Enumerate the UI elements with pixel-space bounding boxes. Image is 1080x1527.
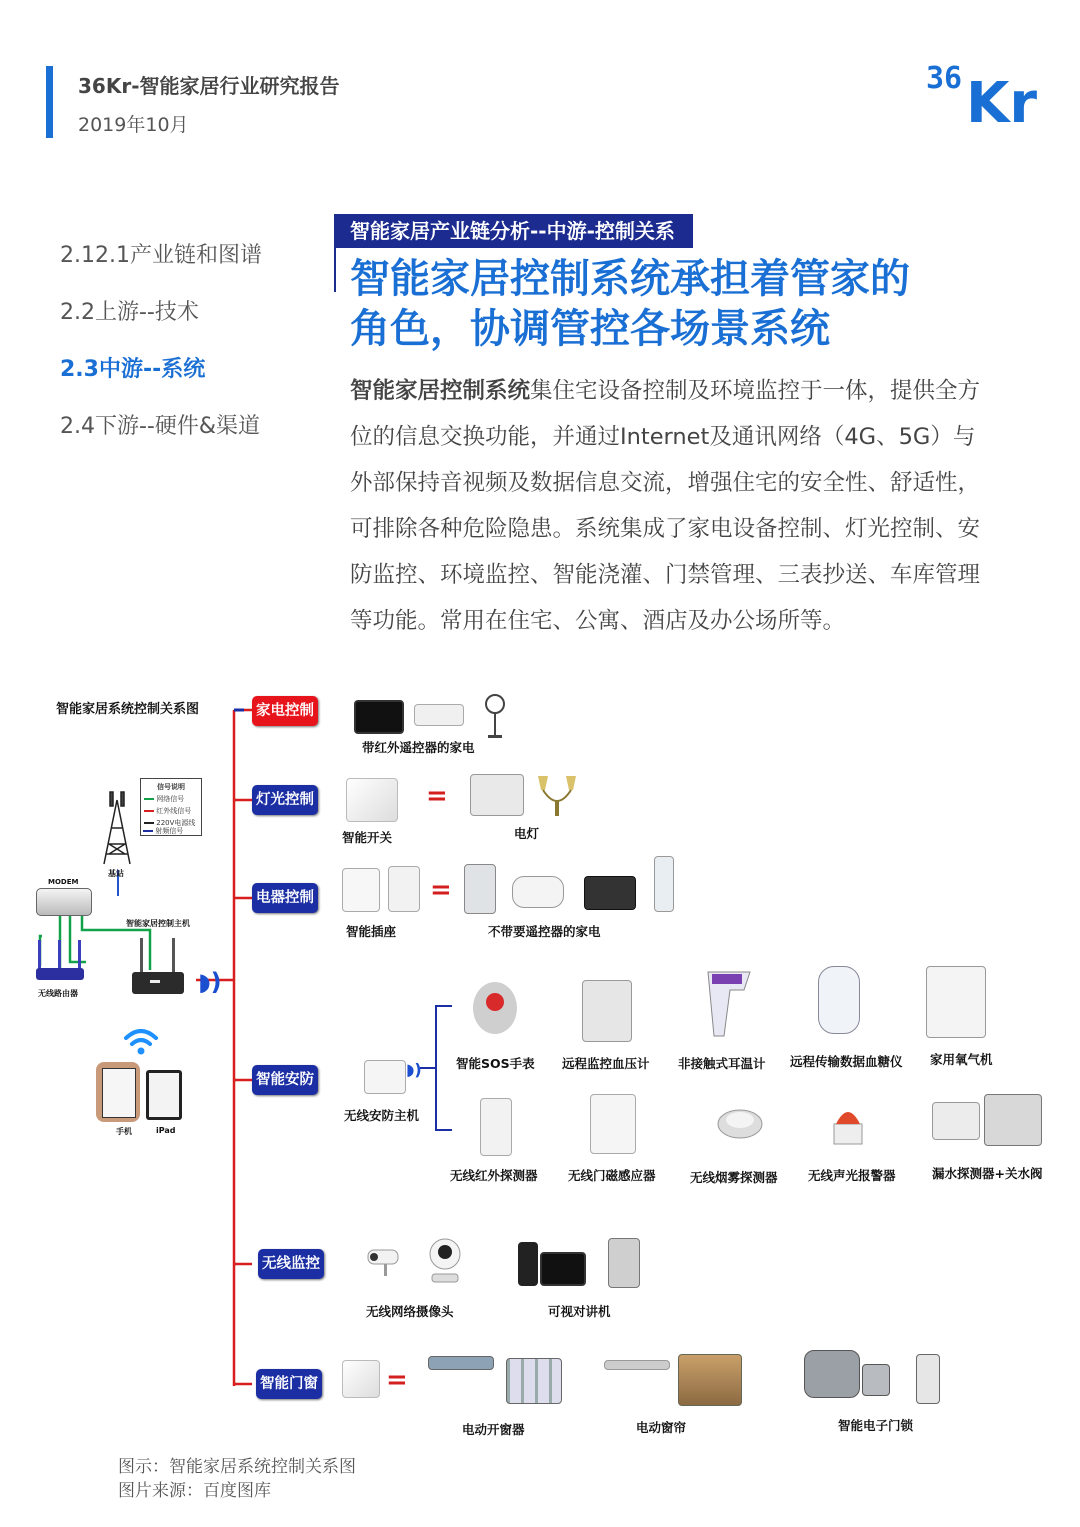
- security-signal-icon: ◗): [406, 1060, 422, 1079]
- thermostat-icon: [388, 866, 420, 912]
- ir-detector-label: 无线红外探测器: [450, 1168, 538, 1183]
- alarm-label: 无线声光报警器: [808, 1168, 896, 1183]
- nav-item-midstream[interactable]: 2.3中游--系统: [60, 357, 206, 382]
- logo-36kr: [926, 58, 1042, 126]
- legend-item-infrared: 红外线信号: [144, 805, 198, 817]
- intercom-label: 可视对讲机: [548, 1304, 611, 1319]
- figure-source: 图片来源：百度图库: [118, 1481, 271, 1501]
- body-bold-lead: 智能家居控制系统: [350, 378, 531, 404]
- rf-signal-icon: ◗): [198, 968, 222, 996]
- curtain-label: 电动窗帘: [636, 1420, 687, 1435]
- legend-title: 信号说明: [157, 783, 185, 791]
- headline-line-2: 角色，协调管控各场景系统: [350, 306, 830, 352]
- curtain-room-icon: [678, 1354, 742, 1406]
- smart-switch-label: 智能开关: [342, 830, 393, 845]
- diagram-title: 智能家居系统控制关系图: [56, 702, 200, 717]
- water-dispenser-icon: [654, 856, 674, 912]
- security-host-label: 无线安防主机: [344, 1108, 420, 1123]
- equals-icon-2: =: [430, 875, 452, 905]
- router-icon: [34, 940, 86, 984]
- smart-socket-label: 智能插座: [346, 924, 397, 939]
- ipad-label: iPad: [156, 1126, 176, 1135]
- category-lighting-control: 灯光控制: [252, 785, 318, 815]
- air-conditioner-icon: [414, 704, 464, 726]
- window-opener-label: 电动开窗器: [462, 1422, 525, 1437]
- security-host-icon: [364, 1060, 406, 1094]
- curtain-rail-icon: [604, 1360, 670, 1370]
- lock-key-icon: [862, 1364, 890, 1396]
- category-electrical-control: 电器控制: [252, 883, 318, 913]
- modem-label: MODEM: [48, 878, 79, 886]
- wifi-icon: [122, 1026, 160, 1056]
- leak-detector-icon: [932, 1102, 980, 1140]
- smoke-detector-icon: [716, 1102, 764, 1142]
- water-heater-icon: [512, 876, 564, 908]
- sos-label: 智能SOS手表: [456, 1056, 535, 1071]
- nav-item-upstream[interactable]: 2.2上游--技术: [60, 300, 199, 325]
- nav-item-industry-chain[interactable]: 2.12.1产业链和图谱: [60, 243, 262, 268]
- leak-label: 漏水探测器+关水阀: [932, 1166, 1043, 1181]
- bp-label: 远程监控血压计: [562, 1056, 650, 1071]
- ipad-icon: [146, 1070, 182, 1120]
- door-sensor-label: 无线门磁感应器: [568, 1168, 656, 1183]
- ir-detector-icon: [480, 1098, 512, 1156]
- body-text: 集住宅设备控制及环境监控于一体，提供全方位的信息交换功能，并通过Internet及通讯网络（4G、5G）与外部保持音视频及数据信息交流，增强住宅的安全性、舒适性，可排除各种危险隐患。系统集成了家电设备控制、灯光控制、安防监控、环境监控、智能浇灌、门禁管理、三表抄送、车库管理等功能。常用在住宅、公寓、酒店及办公场所等。: [350, 378, 981, 634]
- blood-pressure-icon: [582, 980, 632, 1042]
- window-photo-icon: [506, 1358, 562, 1404]
- intercom-outdoor-icon: [518, 1242, 538, 1286]
- headline: [350, 254, 1000, 354]
- intercom-panel-icon: [608, 1238, 640, 1288]
- water-valve-icon: [984, 1094, 1042, 1146]
- report-date: 2019年10月: [78, 114, 189, 136]
- modem-icon: [36, 888, 92, 916]
- siren-alarm-icon: [830, 1100, 866, 1148]
- electronic-lock-icon: [804, 1350, 860, 1398]
- phone-label: 手机: [116, 1127, 132, 1136]
- glucose-label: 远程传输数据血糖仪: [790, 1054, 903, 1069]
- headline-line-1: 智能家居控制系统承担着管家的: [350, 256, 910, 302]
- smart-switch-icon: [346, 778, 398, 822]
- dome-camera-icon: [424, 1236, 466, 1286]
- phone-icon: [96, 1062, 140, 1122]
- header-accent-bar: [46, 66, 53, 138]
- window-opener-icon: [428, 1356, 494, 1370]
- legend-item-rf: 射频信号: [143, 826, 183, 836]
- base-station-icon: [100, 790, 134, 866]
- fan-icon: [484, 694, 506, 740]
- non-remote-appliances-label: 不带要遥控器的家电: [488, 924, 601, 939]
- smoke-label: 无线烟雾探测器: [690, 1170, 778, 1185]
- category-security: 智能安防: [252, 1065, 318, 1095]
- router-label: 无线路由器: [38, 989, 78, 998]
- equals-icon-3: =: [386, 1365, 408, 1395]
- legend-item-network: 网络信号: [144, 793, 198, 805]
- category-appliance-control: 家电控制: [252, 696, 318, 726]
- thermo-label: 非接触式耳温计: [678, 1056, 766, 1071]
- svg-text:36: 36: [926, 61, 963, 96]
- oxygen-machine-icon: [926, 966, 986, 1038]
- report-title: 36Kr-智能家居行业研究报告: [78, 74, 340, 98]
- bullet-camera-icon: [364, 1244, 400, 1278]
- tv-icon: [354, 700, 404, 734]
- host-label: 智能家居控制主机: [126, 919, 190, 928]
- legend-item-power: 220V电源线: [144, 817, 198, 829]
- ceiling-lamp-icon: [470, 774, 524, 816]
- intercom-monitor-icon: [540, 1252, 586, 1286]
- equals-icon: =: [426, 781, 448, 811]
- svg-text:Kr: Kr: [966, 71, 1038, 126]
- figure-caption: 图示：智能家居系统控制关系图: [118, 1457, 356, 1477]
- section-tag: 智能家居产业链分析--中游-控制关系: [336, 214, 693, 248]
- control-host-icon: [130, 934, 186, 998]
- body-paragraph: [350, 368, 996, 644]
- smart-socket-icon: [342, 868, 380, 912]
- category-smart-door-window: 智能门窗: [256, 1369, 322, 1399]
- ear-thermometer-icon: [704, 968, 754, 1040]
- glucose-meter-icon: [818, 966, 860, 1034]
- fridge-icon: [464, 864, 496, 914]
- oxygen-label: 家用氧气机: [930, 1052, 993, 1067]
- door-window-switch-icon: [342, 1360, 380, 1398]
- nav-item-downstream[interactable]: 2.4下游--硬件&渠道: [60, 414, 261, 439]
- sos-watch-icon: [470, 980, 520, 1036]
- wall-lamp-icon: [534, 772, 580, 818]
- ir-appliances-label: 带红外遥控器的家电: [362, 740, 475, 755]
- camera-label: 无线网络摄像头: [366, 1304, 454, 1319]
- category-wireless-monitoring: 无线监控: [258, 1249, 324, 1279]
- lamp-label: 电灯: [514, 826, 540, 841]
- door-lock-panel-icon: [916, 1354, 940, 1404]
- door-sensor-icon: [590, 1094, 636, 1154]
- base-station-label: 基站: [108, 869, 124, 878]
- microwave-icon: [584, 876, 636, 910]
- door-lock-label: 智能电子门锁: [838, 1418, 914, 1433]
